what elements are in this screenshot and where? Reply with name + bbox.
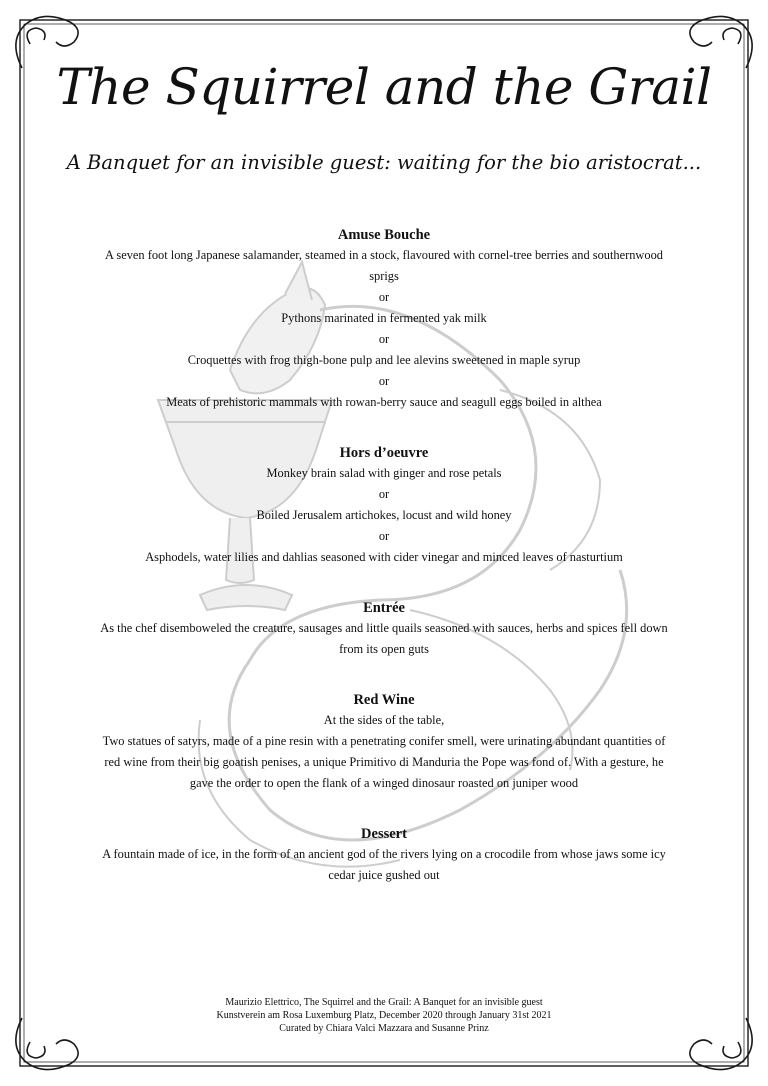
page-title: The Squirrel and the Grail	[56, 58, 712, 116]
menu-line-or: or	[378, 290, 390, 304]
section-heading: Hors d’oeuvre	[339, 445, 429, 461]
section-entree	[78, 599, 690, 660]
section-hors-doeuvre	[78, 444, 690, 568]
menu-line: Pythons marinated in fermented yak milk	[281, 311, 487, 325]
credit-line: Curated by Chiara Valci Mazzara and Susanne Prinz	[279, 1023, 489, 1034]
menu-line: Croquettes with frog thigh-bone pulp and lee alevins sweetened in maple syrup	[187, 353, 581, 367]
menu	[78, 226, 690, 917]
credit-line: Maurizio Elettrico, The Squirrel and the Grail: A Banquet for an invisible guest	[225, 997, 543, 1008]
menu-line: Boiled Jerusalem artichokes, locust and wild honey	[256, 508, 512, 522]
section-amuse-bouche	[78, 226, 690, 413]
menu-line: Two statues of satyrs, made of a pine resin with a penetrating conifer smell, were urinating abundant quantities of	[102, 734, 666, 748]
section-dessert	[78, 825, 690, 886]
menu-line: gave the order to open the flank of a winged dinosaur roasted on juniper wood	[189, 776, 579, 790]
menu-line: Meats of prehistoric mammals with rowan-berry sauce and seagull eggs boiled in althea	[166, 395, 602, 409]
menu-line: red wine from their big goatish penises, a unique Primitivo di Manduria the Pope was fond of. With a gesture, he	[104, 755, 664, 769]
page-subtitle: A Banquet for an invisible guest: waiting for the bio aristocrat...	[66, 151, 702, 174]
section-heading: Amuse Bouche	[337, 227, 431, 243]
menu-line: A seven foot long Japanese salamander, steamed in a stock, flavoured with cornel-tree berries and southernwood	[105, 248, 663, 262]
menu-line: Monkey brain salad with ginger and rose petals	[266, 466, 502, 480]
menu-line: from its open guts	[339, 642, 429, 656]
section-heading: Red Wine	[353, 692, 415, 708]
section-heading: Entrée	[363, 600, 405, 616]
menu-line: Asphodels, water lilies and dahlias seasoned with cider vinegar and minced leaves of nasturtium	[145, 550, 623, 564]
menu-line: sprigs	[369, 269, 399, 283]
menu-line-or: or	[378, 487, 390, 501]
menu-line: At the sides of the table,	[323, 713, 445, 727]
section-red-wine	[78, 691, 690, 794]
menu-line-or: or	[378, 332, 390, 346]
menu-line: cedar juice gushed out	[328, 868, 440, 882]
menu-line: A fountain made of ice, in the form of an ancient god of the rivers lying on a crocodile from whose jaws some icy	[102, 847, 666, 861]
credit-line: Kunstverein am Rosa Luxemburg Platz, December 2020 through January 31st 2021	[216, 1010, 552, 1021]
menu-line: As the chef disemboweled the creature, sausages and little quails seasoned with sauces, herbs and spices fell down	[100, 621, 668, 635]
menu-line-or: or	[378, 529, 390, 543]
menu-line-or: or	[378, 374, 390, 388]
section-heading: Dessert	[361, 826, 407, 842]
credits-footer	[0, 996, 768, 1035]
